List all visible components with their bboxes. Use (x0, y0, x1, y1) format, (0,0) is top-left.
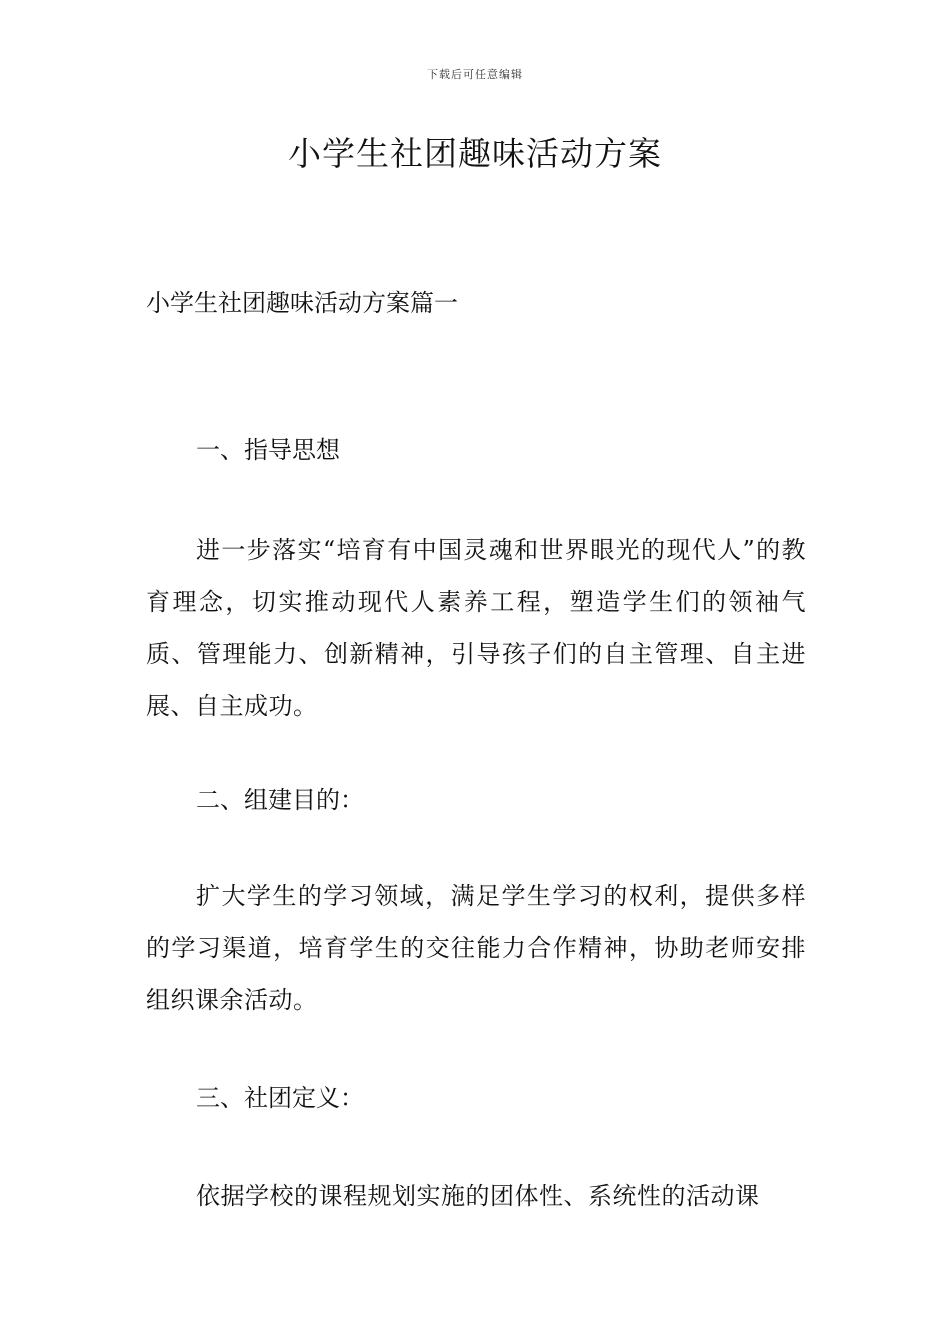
section-heading: 二、组建目的： (196, 786, 364, 814)
document-title: 小学生社团趣味活动方案 (288, 134, 662, 173)
header-note: 下载后可任意编辑 (427, 68, 523, 81)
section-paragraph: 进一步落实“培育有中国灵魂和世界眼光的现代人”的教育理念，切实推动现代人素养工程，塑造学生们的领袖气质、管理能力、创新精神，引导孩子们的自主管理、自主进展、自主成功。 (146, 536, 806, 720)
section-paragraph: 扩大学生的学习领域，满足学生学习的权利，提供多样的学习渠道，培育学生的交往能力合作精神，协助老师安排组织课余活动。 (146, 882, 806, 1014)
section-heading: 一、指导思想 (196, 436, 340, 464)
section-heading: 三、社团定义： (196, 1084, 364, 1112)
section-paragraph: 依据学校的课程规划实施的团体性、系统性的活动课 (196, 1182, 760, 1210)
document-subtitle: 小学生社团趣味活动方案篇一 (146, 289, 458, 317)
